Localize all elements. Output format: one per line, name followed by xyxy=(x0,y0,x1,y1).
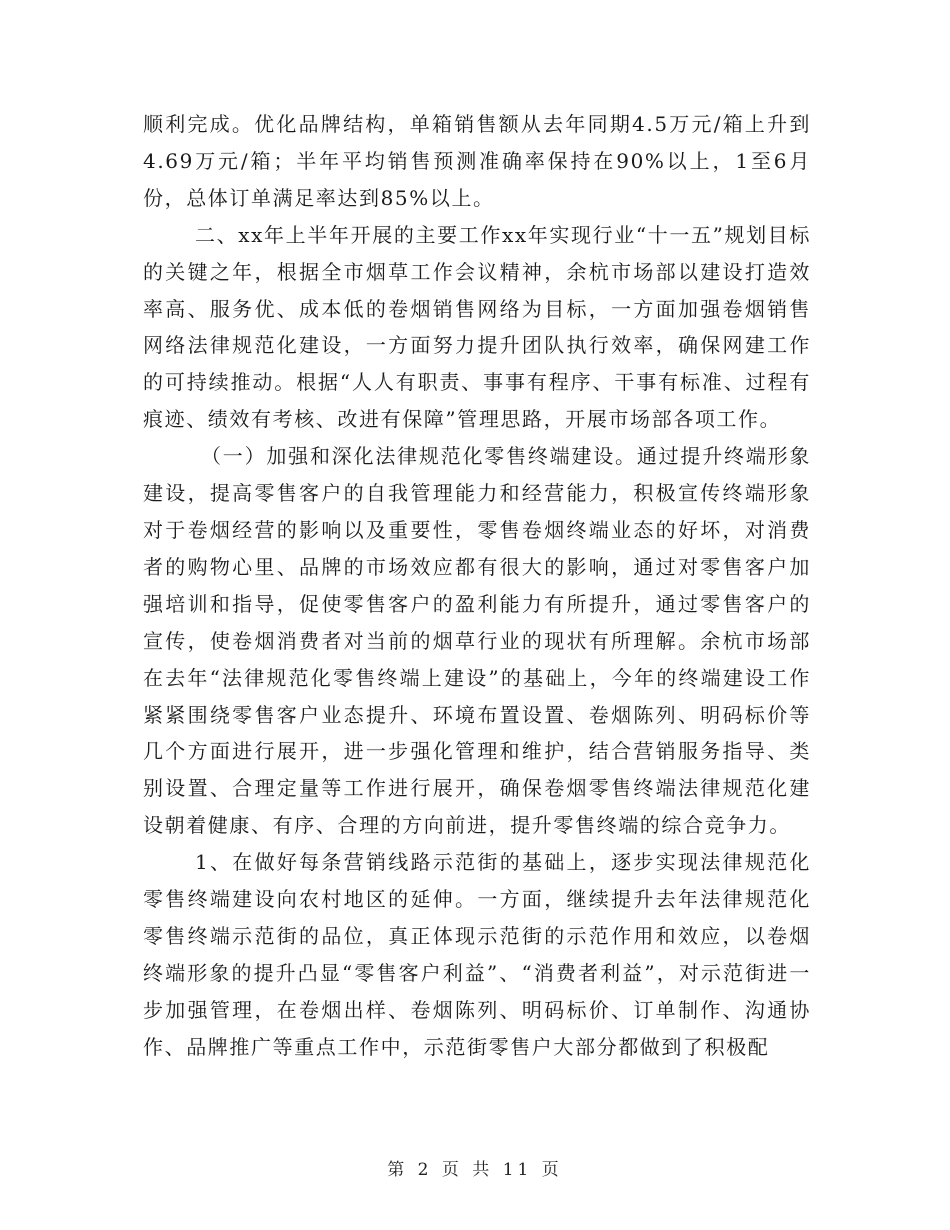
page-body xyxy=(143,106,811,1066)
paragraph-continuation: 顺利完成。优化品牌结构，单箱销售额从去年同期4.5万元/箱上升到4.69万元/箱；半年平均销售预测准确率保持在90%以上，1至6月份，总体订单满足率达到85%以上。 xyxy=(143,112,811,210)
paragraph-section-two: 二、xx年上半年开展的主要工作xx年实现行业“十一五”规划目标的关键之年，根据全市烟草工作会议精神，余杭市场部以建设打造效率高、服务优、成本低的卷烟销售网络为目标，一方面加强卷烟销售网络法律规范化建设，一方面努力提升团队执行效率，确保网建工作的可持续推动。根据“人人有职责、事事有程序、干事有标准、过程有痕迹、绩效有考核、改进有保障”管理思路，开展市场部各项工作。 xyxy=(143,222,811,432)
page-number-footer: 第 2 页 共 11 页 xyxy=(387,1160,563,1180)
paragraph-subsection-one: （一）加强和深化法律规范化零售终端建设。通过提升终端形象建设，提高零售客户的自我管理能力和经营能力，积极宣传终端形象对于卷烟经营的影响以及重要性，零售卷烟终端业态的好坏，对消费者的购物心里、品牌的市场效应都有很大的影响，通过对零售客户加强培训和指导，促使零售客户的盈利能力有所提升，通过零售客户的宣传，使卷烟消费者对当前的烟草行业的现状有所理解。余杭市场部在去年“法律规范化零售终端上建设”的基础上，今年的终端建设工作紧紧围绕零售客户业态提升、环境布置设置、卷烟陈列、明码标价等几个方面进行展开，进一步强化管理和维护，结合营销服务指导、类别设置、合理定量等工作进行展开，确保卷烟零售终端法律规范化建设朝着健康、有序、合理的方向前进，提升零售终端的综合竞争力。 xyxy=(143,444,811,838)
paragraph-item-one: 1、在做好每条营销线路示范街的基础上，逐步实现法律规范化零售终端建设向农村地区的延伸。一方面，继续提升去年法律规范化零售终端示范街的品位，真正体现示范街的示范作用和效应，以卷烟终端形象的提升凸显“零售客户利益”、“消费者利益”，对示范街进一步加强管理，在卷烟出样、卷烟陈列、明码标价、订单制作、沟通协作、品牌推广等重点工作中，示范街零售户大部分都做到了积极配 xyxy=(143,850,811,1059)
